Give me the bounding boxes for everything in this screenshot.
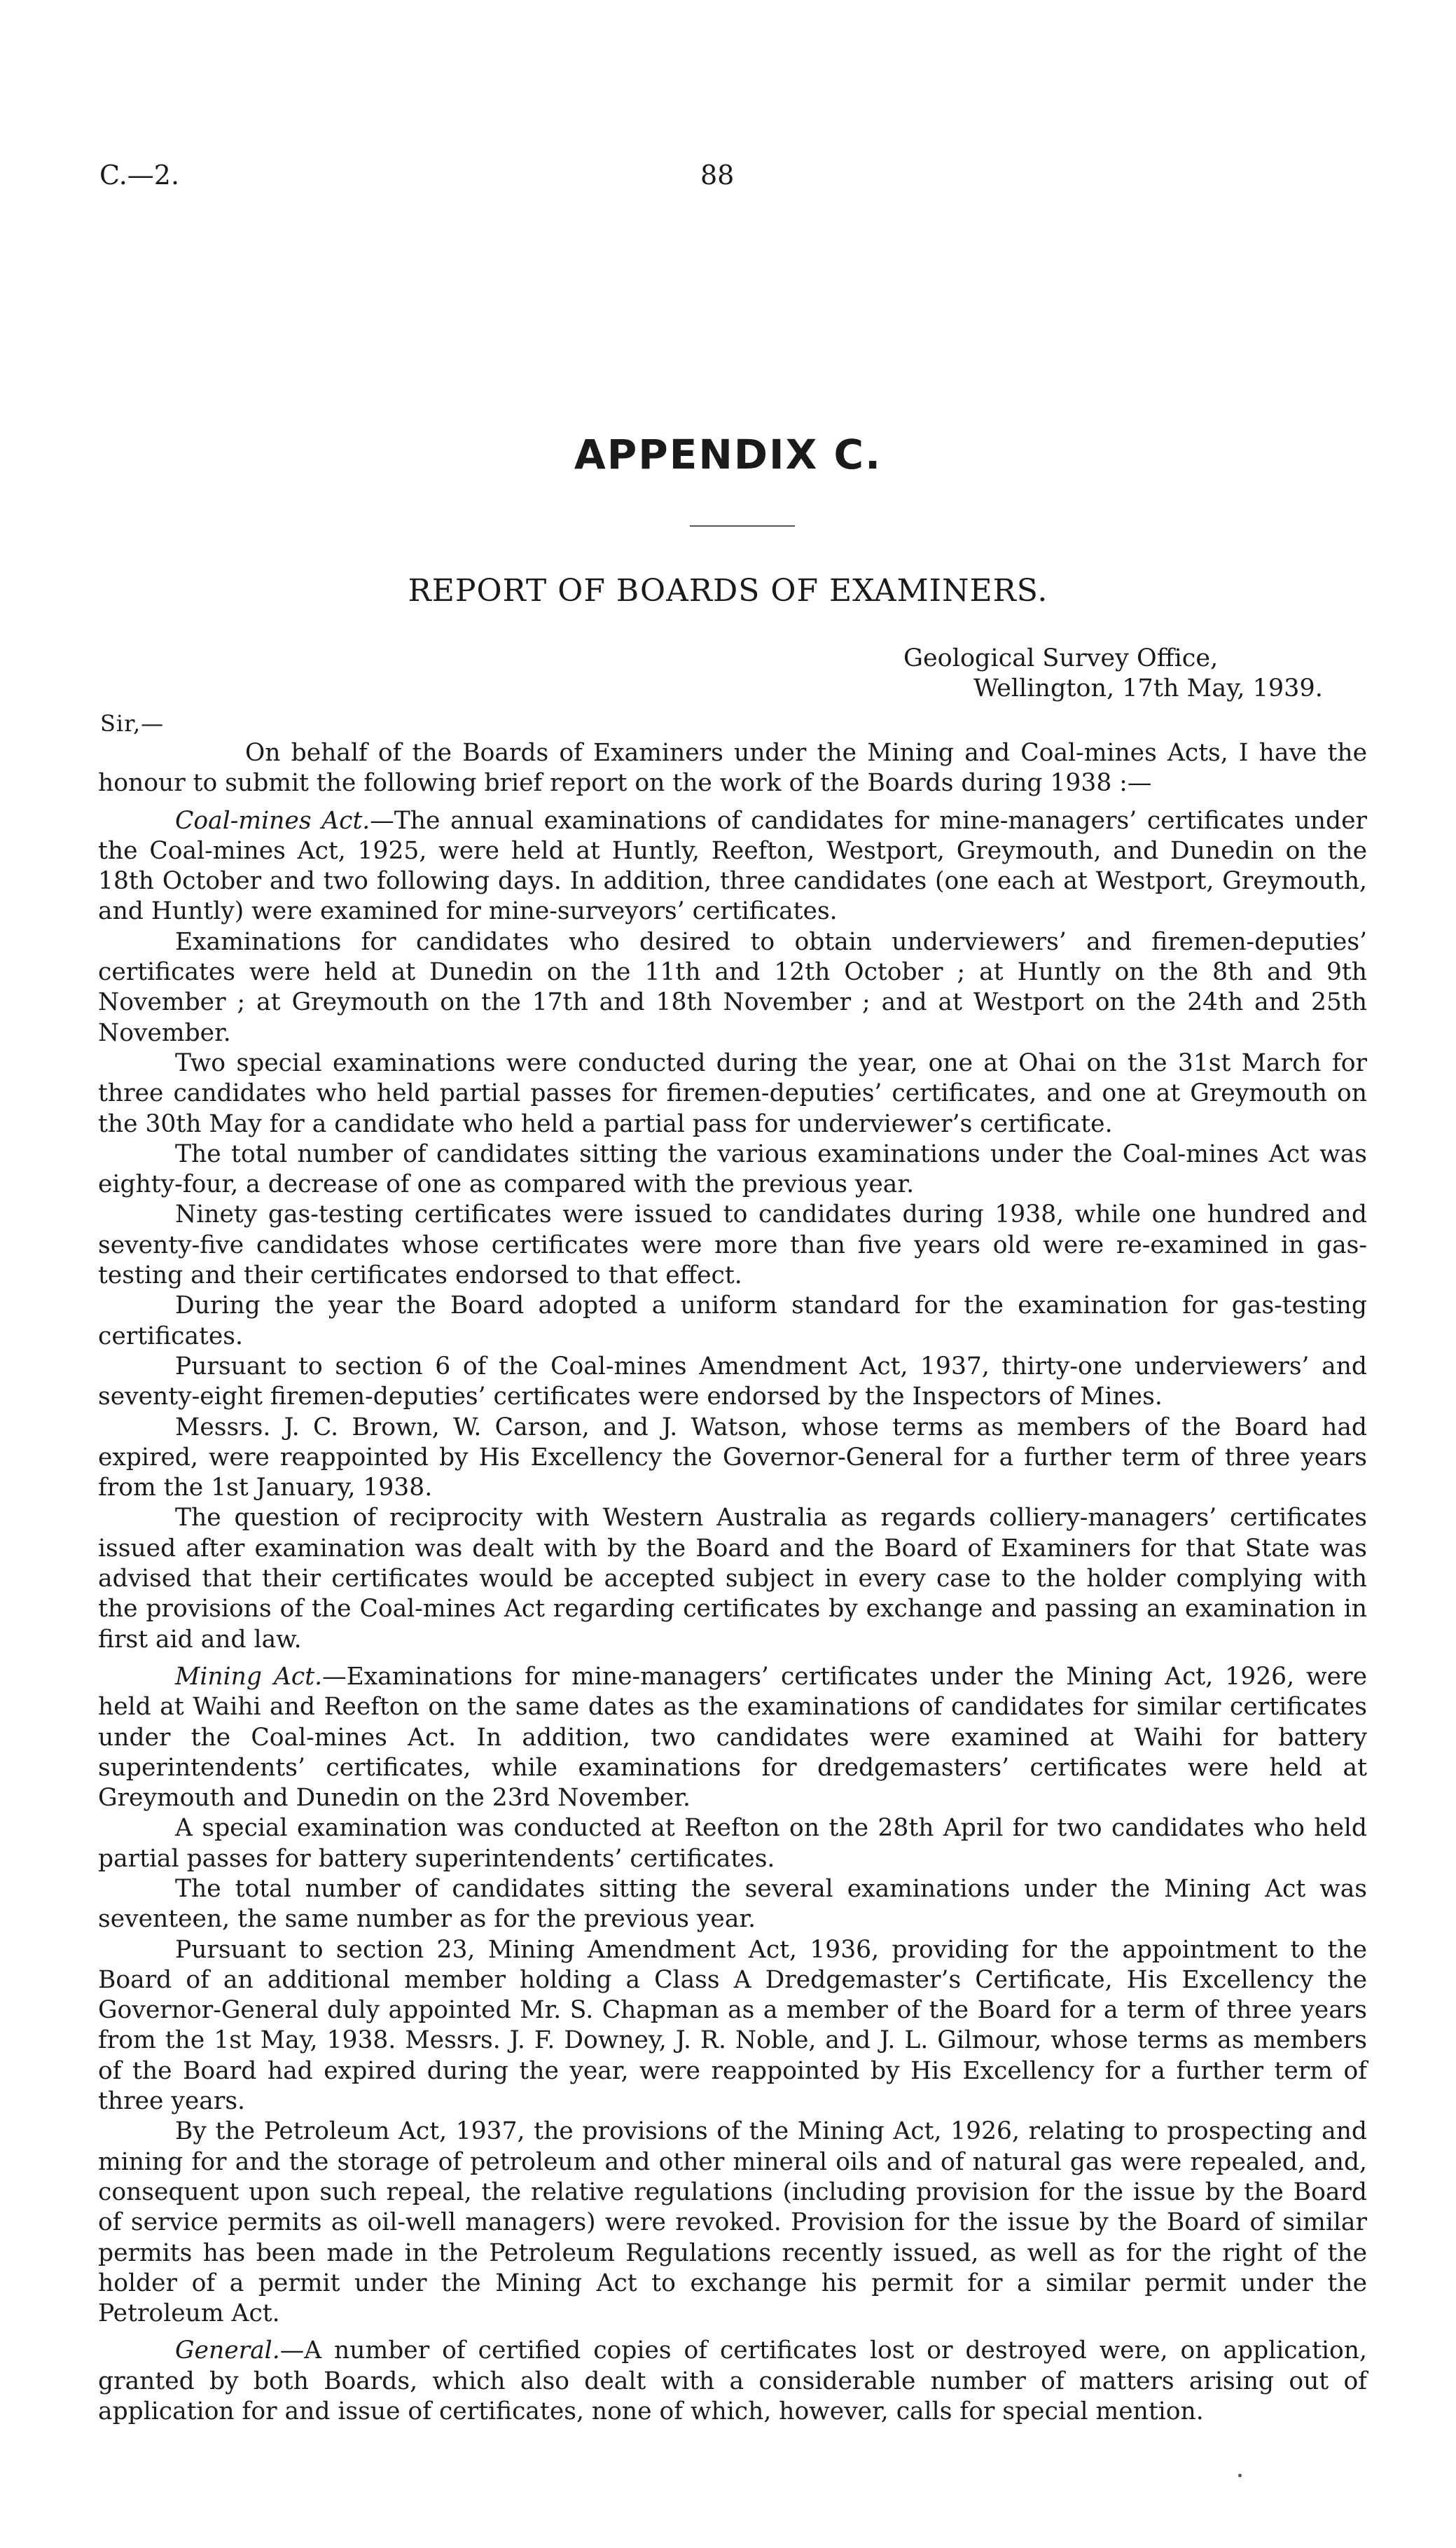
paragraph: Pursuant to section 6 of the Coal-mines Amendment Act, 1937, thirty-one underviewers’ and seventy-eight firemen-deputies’ certificates were endorsed by the Inspectors of Mines. (98, 1352, 1367, 1411)
paragraph-mining-act: Mining Act.—Examinations for mine-managers’ certificates under the Mining Act, 1926, were held at Waihi and Reefton on the same dates as the examinations of candidates for similar certificates under the Coal-mines Act. In addition, two candidates were examined at Waihi for battery superintendents’ certificates, while examinations for dredgemasters’ certificates were held at Greymouth and Dunedin on the 23rd November. (98, 1662, 1368, 1813)
section-heading: Mining Act. (175, 1662, 323, 1691)
address-line-2: Wellington, 17th May, 1939. (973, 674, 1323, 702)
paragraph: Ninety gas-testing certificates were issued to candidates during 1938, while one hundred and seventy-five candidates whose certificates were more than five years old were re-examined in gas-testing and their certificates endorsed to that effect. (98, 1200, 1367, 1290)
paragraph: The total number of candidates sitting the several examinations under the Mining Act was seventeen, the same number as for the previous year. (98, 1874, 1367, 1934)
report-title: REPORT OF BOARDS OF EXAMINERS. (408, 573, 1048, 609)
paragraph-general: General.—A number of certified copies of certificates lost or destroyed were, on application, granted by both Boards, which also dealt with a considerable number of matters arising out of application for and issue of certificates, none of which, however, calls for special mention. (98, 2336, 1367, 2426)
paragraph: The question of reciprocity with Western Australia as regards colliery-managers’ certificates issued after examination was dealt with by the Board and the Board of Examiners for that State was advised that their certificates would be accepted subject in every case to the holder complying with the provisions of the Coal-mines Act regarding certificates by exchange and passing an examination in first aid and law. (98, 1504, 1367, 1654)
salutation: Sir,— (100, 710, 165, 737)
paragraph: On behalf of the Boards of Examiners under the Mining and Coal-mines Acts, I have the honour to submit the following brief report on the work of the Boards during 1938 :— (98, 739, 1367, 798)
paragraph-coal-mines-act: Coal-mines Act.—The annual examinations of candidates for mine-managers’ certificates under the Coal-mines Act, 1925, were held at Huntly, Reefton, Westport, Greymouth, and Dunedin on the 18th October and two following days. In addition, three candidates (one each at Westport, Greymouth, and Huntly) were examined for mine-surveyors’ certificates. (98, 806, 1367, 926)
document-reference: C.—2. (99, 160, 180, 191)
paragraph: Messrs. J. C. Brown, W. Carson, and J. Watson, whose terms as members of the Board had expired, were reappointed by His Excellency the Governor-General for a further term of three years from the 1st January, 1938. (98, 1413, 1367, 1502)
title-divider (690, 525, 795, 527)
paragraph: Examinations for candidates who desired to obtain underviewers’ and firemen-deputies’ certificates were held at Dunedin on the 11th and 12th October ; at Huntly on the 8th and 9th November ; at Greymouth on the 17th and 18th November ; and at Westport on the 24th and 25th November. (98, 927, 1367, 1047)
paragraph: The total number of candidates sitting the various examinations under the Coal-mines Act was eighty-four, a decrease of one as compared with the previous year. (98, 1140, 1367, 1199)
section-heading: General. (175, 2336, 280, 2365)
paragraph: Pursuant to section 23, Mining Amendment Act, 1936, providing for the appointment to the Board of an additional member holding a Class A Dredgemaster’s Certificate, His Excellency the Governor-General duly appointed Mr. S. Chapman as a member of the Board for a term of three years from the 1st May, 1938. Messrs. J. F. Downey, J. R. Noble, and J. L. Gilmour, whose terms as members of the Board had expired during the year, were reappointed by His Excellency for a further term of three years. (98, 1935, 1367, 2116)
report-body (98, 738, 1367, 2427)
page-number: 88 (700, 160, 735, 191)
paragraph: A special examination was conducted at Reefton on the 28th April for two candidates who held partial passes for battery superintendents’ certificates. (98, 1814, 1367, 1873)
paragraph: Two special examinations were conducted during the year, one at Ohai on the 31st March for three candidates who held partial passes for firemen-deputies’ certificates, and one at Greymouth on the 30th May for a candidate who held a partial pass for underviewer’s certificate. (98, 1048, 1367, 1138)
stray-mark (1238, 2474, 1242, 2477)
section-heading: Coal-mines Act. (175, 806, 370, 835)
appendix-title: APPENDIX C. (574, 431, 882, 478)
paragraph: During the year the Board adopted a uniform standard for the examination for gas-testing certificates. (98, 1292, 1367, 1350)
address-line-1: Geological Survey Office, (903, 644, 1219, 672)
paragraph: By the Petroleum Act, 1937, the provisions of the Mining Act, 1926, relating to prospecting and mining for and the storage of petroleum and other mineral oils and of natural gas were repealed, and, consequent upon such repeal, the relative regulations (including provision for the issue by the Board of service permits as oil-well managers) were revoked. Provision for the issue by the Board of similar permits has been made in the Petroleum Regulations recently issued, as well as for the right of the holder of a permit under the Mining Act to exchange his permit for a similar permit under the Petroleum Act. (98, 2117, 1367, 2328)
